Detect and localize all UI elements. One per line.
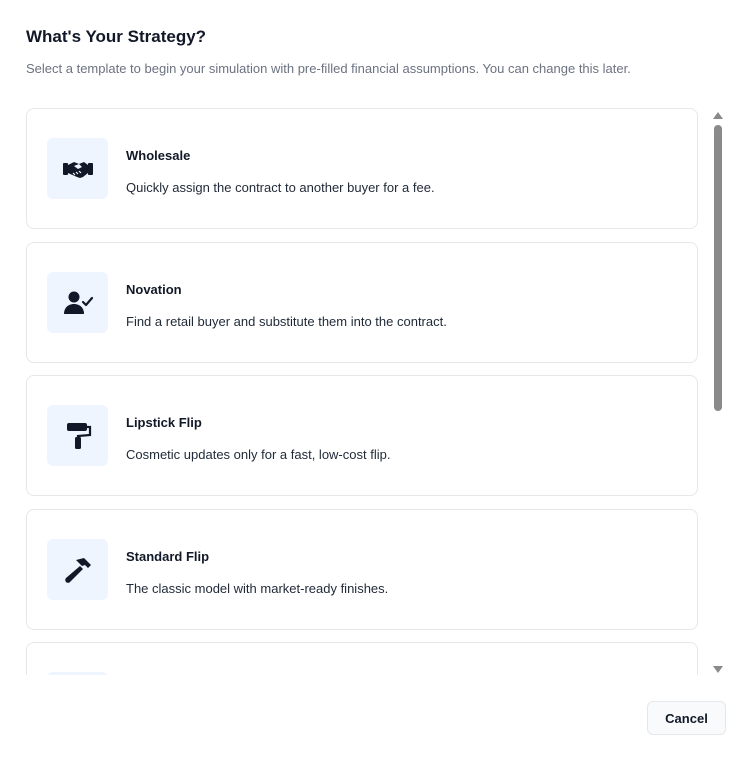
dialog-subtitle: Select a template to begin your simulation with pre-filled financial assumptions. You can change this later. (26, 61, 631, 76)
strategy-card-partial[interactable] (26, 642, 698, 675)
scroll-down-arrow-icon[interactable] (713, 666, 723, 673)
handshake-icon (61, 152, 95, 186)
list-scrollbar[interactable] (712, 110, 724, 675)
strategy-card-lipstick-flip[interactable] (26, 375, 698, 496)
strategy-list[interactable] (26, 108, 698, 675)
strategy-icon-box (47, 272, 108, 333)
strategy-description: Cosmetic updates only for a fast, low-cost flip. (126, 447, 391, 462)
strategy-description: The classic model with market-ready finishes. (126, 581, 389, 596)
strategy-description: Quickly assign the contract to another buyer for a fee. (126, 180, 435, 195)
strategy-description: Find a retail buyer and substitute them into the contract. (126, 314, 447, 329)
strategy-icon-box (47, 138, 108, 199)
strategy-icon-box (47, 405, 108, 466)
strategy-name: Wholesale (126, 148, 191, 163)
strategy-name: Novation (126, 282, 182, 297)
scroll-up-arrow-icon[interactable] (713, 112, 723, 119)
cancel-button[interactable]: Cancel (647, 701, 726, 735)
strategy-name: Standard Flip (126, 549, 210, 564)
hammer-icon (61, 553, 95, 587)
dialog-title: What's Your Strategy? (26, 27, 207, 46)
strategy-name: Lipstick Flip (126, 415, 202, 430)
strategy-card-standard-flip[interactable] (26, 509, 698, 630)
strategy-icon-box (47, 672, 108, 675)
paint-roller-icon (61, 419, 95, 453)
user-check-icon (61, 286, 95, 320)
strategy-card-novation[interactable] (26, 242, 698, 363)
strategy-icon-box (47, 539, 108, 600)
strategy-card-wholesale[interactable] (26, 108, 698, 229)
scroll-thumb[interactable] (714, 125, 722, 411)
